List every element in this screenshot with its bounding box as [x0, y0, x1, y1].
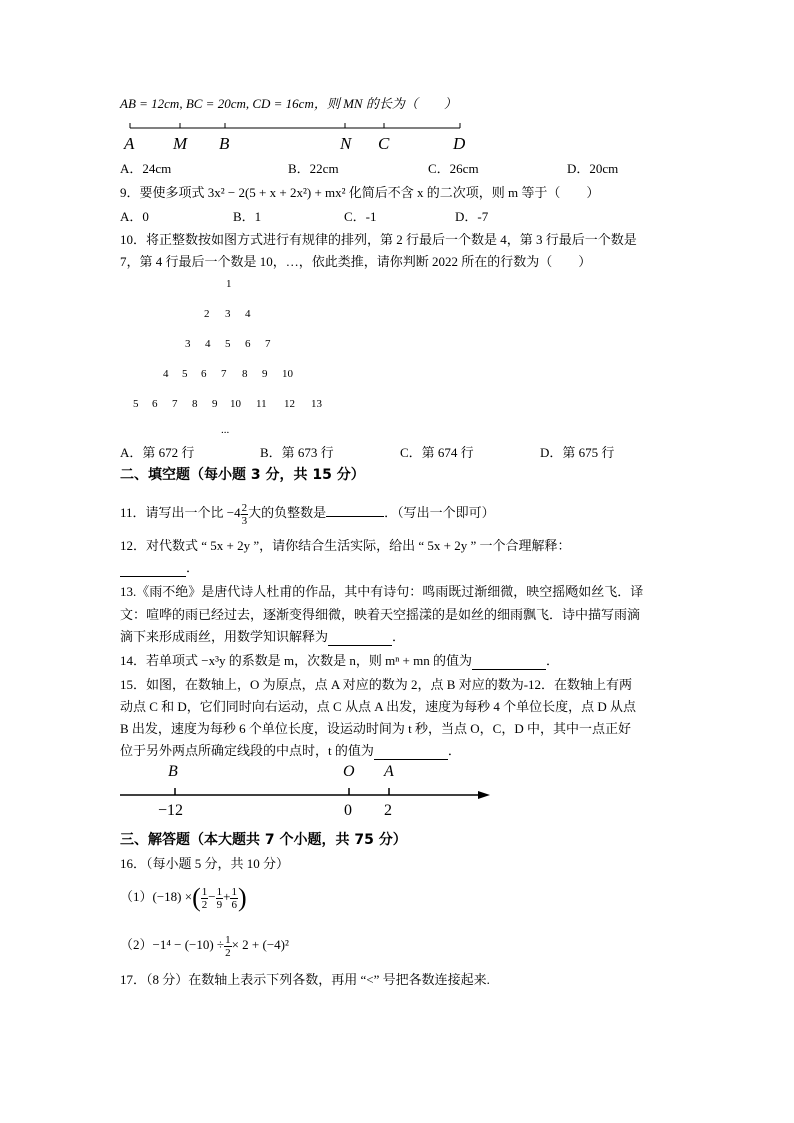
tri-cell: 9	[212, 398, 218, 410]
q13-line2: 文：喧哗的雨已经过去，逐渐变得细微，映着天空摇漾的是如丝的细雨飘飞．诗中描写雨滴	[120, 607, 641, 622]
q14-tail: ．	[546, 653, 560, 668]
frac-den: 2	[201, 898, 208, 911]
tri-cell: 3	[185, 338, 191, 350]
q10-option-d: D．第 675 行	[540, 445, 615, 460]
q15-line4-text: 位于另外两点所确定线段的中点时，t 的值为	[120, 743, 374, 758]
paren-left: (	[192, 883, 201, 913]
frac-num: 1	[201, 885, 208, 898]
q15-line2: 动点 C 和 D，它们同时向右运动，点 C 从点 A 出发，速度为每秒 4 个单位长度，点 D 从点	[120, 699, 637, 714]
axis-value-0: 0	[344, 802, 352, 819]
tri-cell: 3	[225, 308, 231, 320]
frac-1-2	[224, 934, 232, 959]
q13-line1: 13.《雨不绝》是唐代诗人杜甫的作品，其中有诗句：鸣雨既过渐细微，映空摇飏如丝飞．译	[120, 584, 644, 599]
q10-option-b: B．第 673 行	[260, 445, 334, 460]
q16-part1	[120, 880, 247, 915]
q8-option-a: A．24cm	[120, 161, 172, 176]
q11-post: 大的负整数是	[248, 505, 327, 520]
q11-frac-num: 2	[241, 501, 248, 514]
q11-pre: 11．请写出一个比 −4	[120, 505, 241, 520]
label-m: M	[173, 134, 188, 153]
q13-answer-blank[interactable]	[328, 629, 392, 646]
op-minus: −	[208, 889, 216, 904]
q16-p2-post: × 2 + (−4)²	[231, 937, 289, 952]
label-a: A	[124, 134, 135, 153]
axis-label-o: O	[343, 763, 355, 780]
q10-line1: 10．将正整数按如图方式进行有规律的排列，第 2 行最后一个数是 4，第 3 行最后一个数是	[120, 232, 637, 247]
tri-cell: 1	[226, 278, 232, 290]
q12-answer-blank[interactable]	[120, 560, 186, 577]
tri-cell: 7	[265, 338, 271, 350]
axis-value-minus12: −12	[158, 802, 184, 819]
q15-tail: ．	[447, 743, 461, 758]
q8-option-d: D．20cm	[567, 161, 619, 176]
q15-answer-blank[interactable]	[374, 743, 448, 760]
q11-frac-den: 3	[241, 514, 248, 527]
q11-fraction	[241, 502, 249, 527]
q9-option-c: C．-1	[344, 209, 377, 224]
q16-part2	[120, 930, 289, 960]
q13-tail: ．	[392, 629, 406, 644]
label-d: D	[453, 134, 466, 153]
q10-option-c: C．第 674 行	[400, 445, 474, 460]
section2-title: 二、填空题（每小题 3 分，共 15 分）	[120, 467, 365, 483]
frac-num: 1	[216, 885, 223, 898]
frac-num: 1	[225, 933, 231, 946]
tri-cell: 5	[182, 368, 188, 380]
q14-answer-blank[interactable]	[472, 653, 546, 670]
q17-text: 17．（8 分）在数轴上表示下列各数，再用 “<” 号把各数连接起来.	[120, 972, 490, 987]
label-n: N	[340, 134, 352, 153]
q8-option-c: C．26cm	[428, 161, 479, 176]
q14-text: 14．若单项式 −x³y 的系数是 m，次数是 n，则 mⁿ + mn 的值为	[120, 653, 472, 668]
tri-cell: 8	[192, 398, 198, 410]
tri-cell: 4	[205, 338, 211, 350]
frac-den: 9	[216, 898, 223, 911]
axis-label-a: A	[384, 763, 394, 780]
tri-cell: 12	[284, 398, 295, 410]
frac-1-6	[230, 886, 238, 911]
tri-cell: 6	[152, 398, 158, 410]
tri-cell: 7	[221, 368, 227, 380]
arrow-head	[478, 791, 490, 799]
q11-answer-blank[interactable]	[326, 516, 384, 517]
frac-den: 6	[231, 898, 237, 911]
tri-cell: 9	[262, 368, 268, 380]
q12-line1: 12．对代数式 “ 5x + 2y ”，请你结合生活实际，给出 “ 5x + 2y ” 一个合理解释：	[120, 538, 571, 553]
tri-cell: 10	[282, 368, 293, 380]
q13-line3-text: 滴下来形成雨丝，用数学知识解释为	[120, 629, 329, 644]
label-c: C	[378, 134, 390, 153]
q8-stem: AB = 12cm, BC = 20cm, CD = 16cm，则 MN 的长为（ ）	[120, 96, 457, 111]
tri-cell: 6	[245, 338, 251, 350]
q9-option-b: B．1	[233, 209, 262, 224]
paren-right: )	[237, 883, 247, 913]
tri-cell: 4	[245, 308, 251, 320]
q16-head: 16．（每小题 5 分，共 10 分）	[120, 856, 290, 871]
q16-p1-pre: （1）(−18) ×	[120, 889, 193, 904]
q8-option-b: B．22cm	[288, 161, 339, 176]
tri-cell: 8	[242, 368, 248, 380]
q9-option-d: D．-7	[455, 209, 489, 224]
q12-tail: ．	[186, 560, 200, 575]
tri-cell: 10	[230, 398, 241, 410]
axis-value-2: 2	[384, 802, 392, 819]
tri-cell: 7	[172, 398, 178, 410]
q9-stem: 9．要使多项式 3x² − 2(5 + x + 2x²) + mx² 化简后不含 x 的二次项，则 m 等于（ ）	[120, 185, 600, 200]
q12-line2	[120, 560, 199, 577]
tri-cell: 5	[133, 398, 139, 410]
op-plus: +	[223, 889, 231, 904]
frac-num: 1	[231, 885, 237, 898]
q10-line2: 7，第 4 行最后一个数是 10，…，依此类推，请你判断 2022 所在的行数为（ ）	[120, 254, 592, 269]
tri-cell: 5	[225, 338, 231, 350]
q15-line3: B 出发，速度为每秒 6 个单位长度，设运动时间为 t 秒，当点 O，C，D 中，其中一点正好	[120, 721, 631, 736]
tri-cell: 4	[163, 368, 169, 380]
q10-option-a: A．第 672 行	[120, 445, 195, 460]
q15-line1: 15．如图，在数轴上，O 为原点，点 A 对应的数为 2，点 B 对应的数为-12．在数轴上有两	[120, 677, 633, 692]
tri-ellipsis: ...	[221, 424, 230, 436]
q16-p2-pre: （2）−1⁴ − (−10) ÷	[120, 937, 225, 952]
q9-option-a: A．0	[120, 209, 149, 224]
q15-line4	[120, 743, 461, 760]
tri-cell: 2	[204, 308, 210, 320]
q14	[120, 653, 559, 670]
tri-cell: 6	[201, 368, 207, 380]
axis-label-b: B	[168, 763, 178, 780]
tri-cell: 13	[311, 398, 322, 410]
q13-line3	[120, 629, 405, 646]
q11-tail: ．（写出一个即可）	[384, 505, 495, 520]
label-b: B	[219, 134, 230, 153]
tri-cell: 11	[256, 398, 267, 410]
frac-den: 2	[225, 946, 231, 959]
section3-title: 三、解答题（本大题共 7 个小题，共 75 分）	[120, 832, 407, 848]
q11	[120, 498, 495, 528]
frac-1-9	[216, 886, 224, 911]
